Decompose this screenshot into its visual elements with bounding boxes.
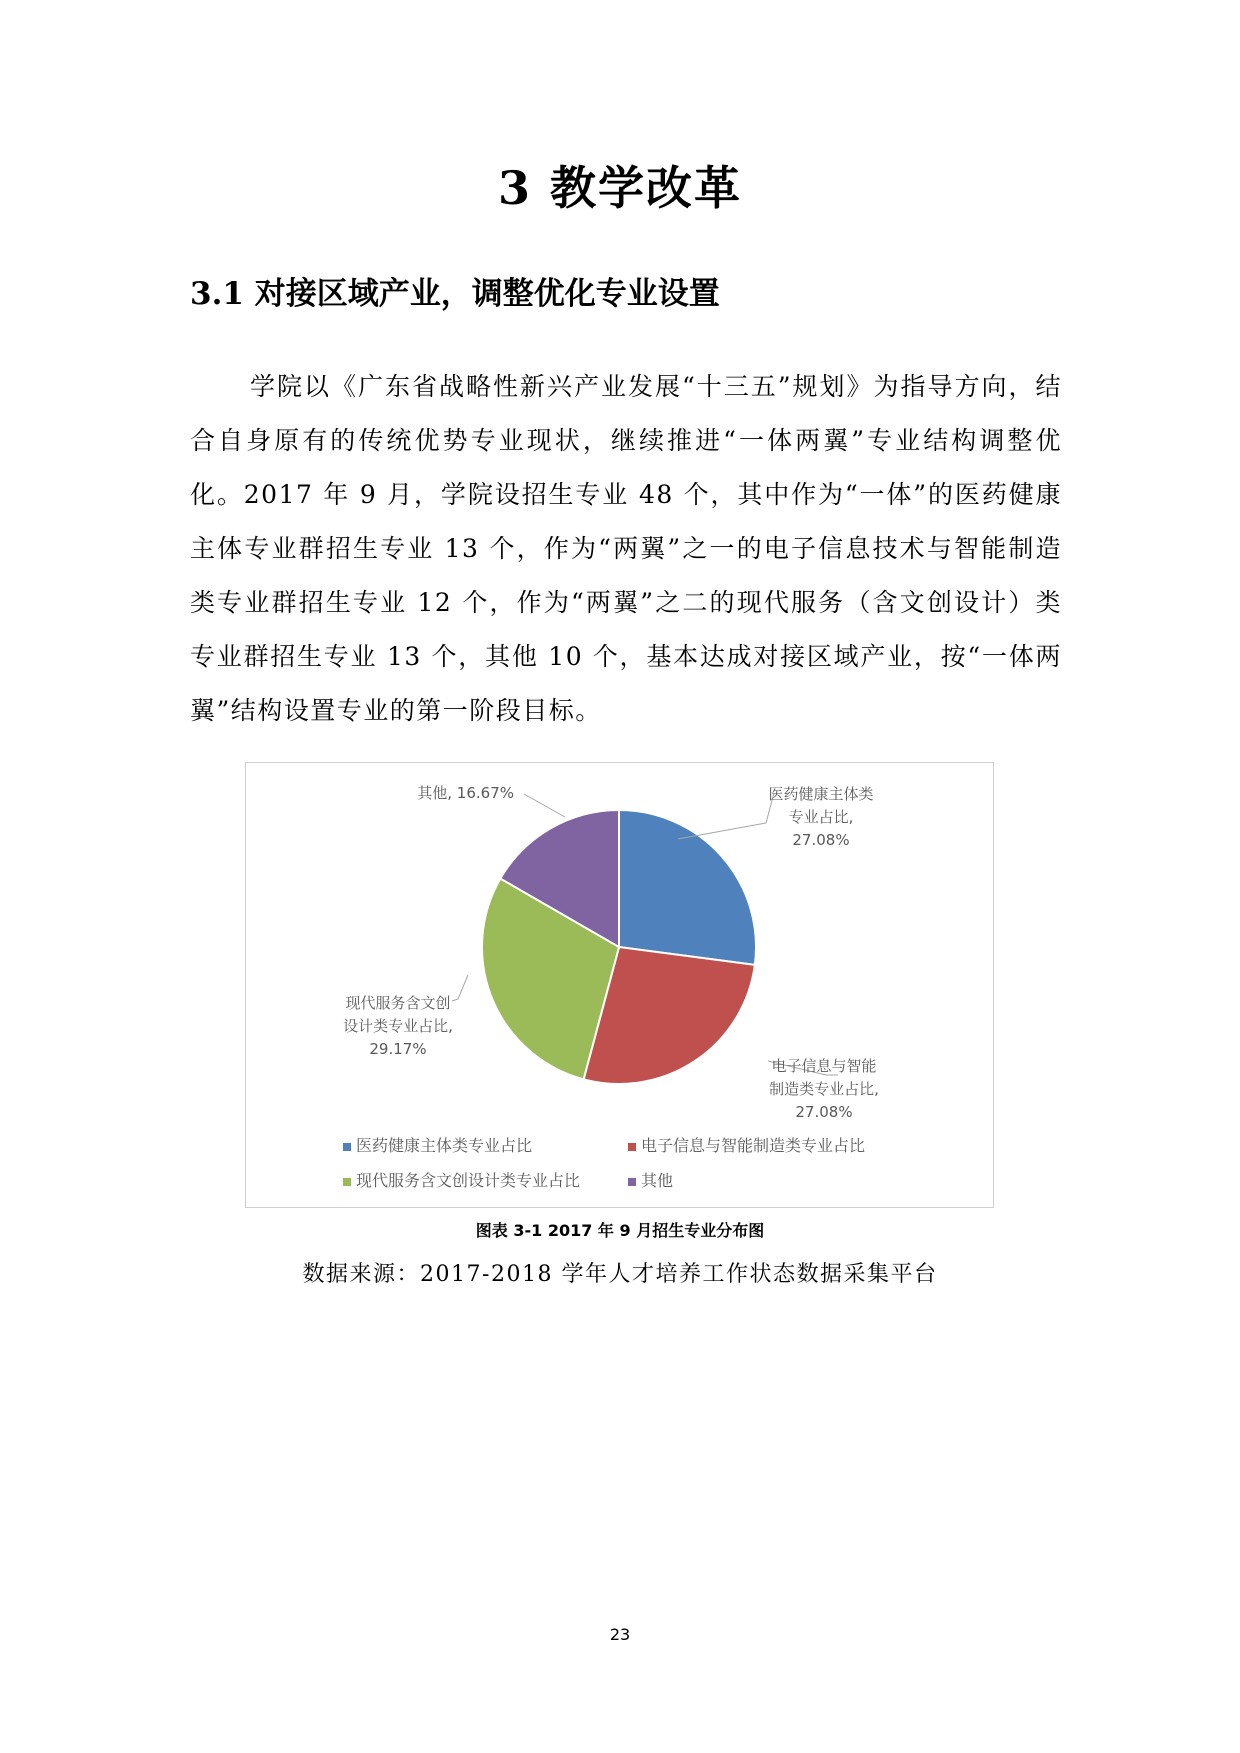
legend-swatch-electronics	[628, 1143, 636, 1151]
leader-line	[452, 975, 468, 1001]
chapter-title: 3 教学改革	[497, 161, 743, 215]
figure-caption: 图表 3-1 2017 年 9 月招生专业分布图	[475, 1221, 765, 1240]
leader-line	[524, 794, 565, 817]
pie-label-other: 其他, 16.67%	[417, 784, 514, 802]
legend-swatch-modern-service	[343, 1178, 351, 1186]
pie-slice-medical	[619, 810, 756, 965]
pie-label-modern-service: 现代服务含文创设计类专业占比, 29.17%	[343, 994, 453, 1058]
pie-label-electronics: 电子信息与智能制造类专业占比, 27.08%	[769, 1057, 879, 1121]
legend-item-modern-service: 现代服务含文创设计类专业占比	[343, 1168, 580, 1191]
data-source-note: 数据来源：2017-2018 学年人才培养工作状态数据采集平台	[302, 1262, 938, 1287]
pie-label-medical: 医药健康主体类专业占比, 27.08%	[768, 785, 874, 849]
legend-swatch-medical	[343, 1143, 351, 1151]
pie-chart-figure	[245, 762, 994, 1208]
section-heading: 3.1 对接区域产业，调整优化专业设置	[190, 276, 720, 312]
legend-item-other: 其他	[628, 1168, 673, 1191]
body-paragraph: 学院以《广东省战略性新兴产业发展“十三五”规划》为指导方向，结合自身原有的传统优势专业现状，继续推进“一体两翼”专业结构调整优化。2017 年 9 月，学院设招生专业 48 个，其中作为“一体”的医药健康主体专业群招生专业 13 个，作为“两翼”之一的电子信息技术与智能制造类专业群招生专业 12 个，作为“两翼”之二的现代服务（含文创设计）类专业群招生专业 13 个，其他 10 个，基本达成对接区域产业，按“一体两翼”结构设置专业的第一阶段目标。	[190, 372, 1062, 725]
page-number: 23	[609, 1625, 631, 1644]
legend-item-medical: 医药健康主体类专业占比	[343, 1133, 532, 1156]
legend-swatch-other	[628, 1178, 636, 1186]
legend-item-electronics: 电子信息与智能制造类专业占比	[628, 1133, 865, 1156]
